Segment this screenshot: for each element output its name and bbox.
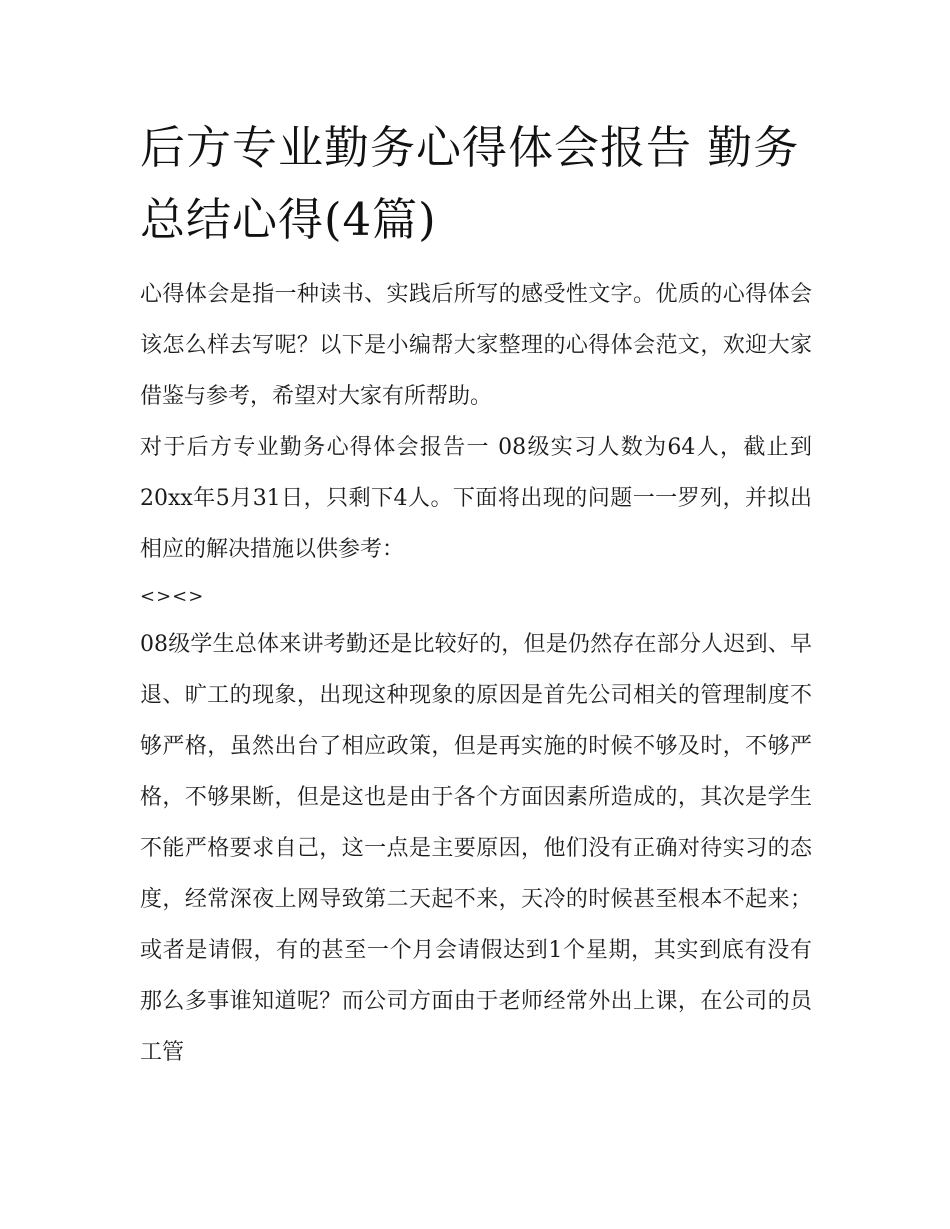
document-page bbox=[140, 0, 812, 1078]
section-marker: <><> bbox=[140, 586, 205, 607]
attendance-paragraph: 08级学生总体来讲考勤还是比较好的，但是仍然存在部分人迟到、早退、旷工的现象，出现这种现象的原因是首先公司相关的管理制度不够严格，虽然出台了相应政策，但是再实施的时候不够及时，不够严格，不够果断，但是这也是由于各个方面因素所造成的，其次是学生不能严格要求自己，这一点是主要原因，他们没有正确对待实习的态度，经常深夜上网导致第二天起不来，天冷的时候甚至根本不起来；或者是请假，有的甚至一个月会请假达到1个星期，其实到底有没有那么多事谁知道呢？而公司方面由于老师经常外出上课，在公司的员工管 bbox=[140, 632, 812, 1065]
report-opening-paragraph: 对于后方专业勤务心得体会报告一 08级实习人数为64人，截止到20xx年5月31日，只剩下4人。下面将出现的问题一一罗列，并拟出相应的解决措施以供参考： bbox=[140, 435, 812, 562]
document-title: 后方专业勤务心得体会报告 勤务总结心得(4篇) bbox=[140, 121, 800, 246]
intro-paragraph: 心得体会是指一种读书、实践后所写的感受性文字。优质的心得体会该怎么样去写呢？以下是小编帮大家整理的心得体会范文，欢迎大家借鉴与参考，希望对大家有所帮助。 bbox=[140, 282, 812, 409]
